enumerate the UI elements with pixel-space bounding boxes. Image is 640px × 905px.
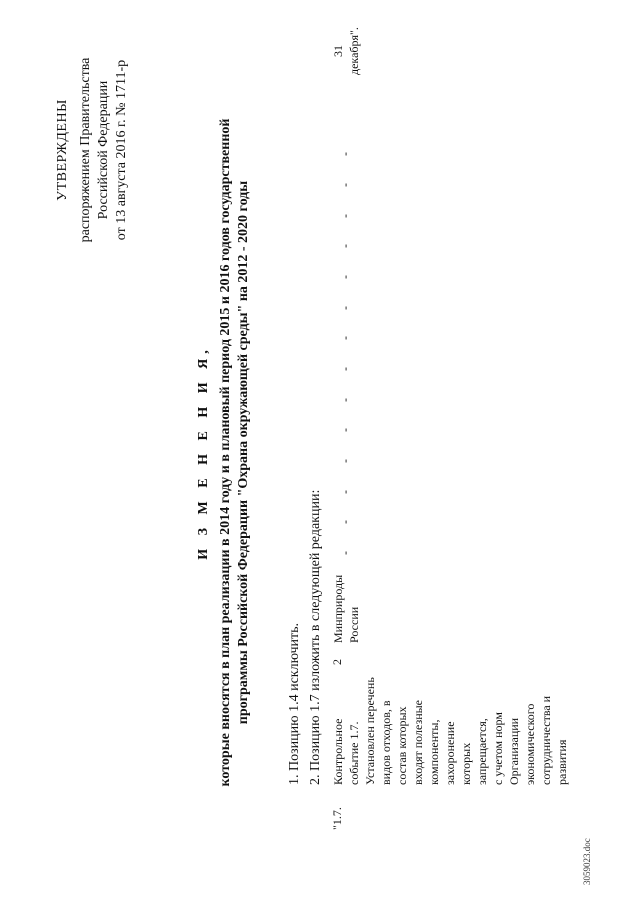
event-line: видов отходов, в [379, 700, 393, 785]
dash-cell: - [338, 490, 352, 494]
event-description [330, 675, 570, 785]
approval-line-2: Российской Федерации [96, 80, 111, 220]
document-subtitle-1: которые вносятся в план реализации в 2014 году и в плановый период 2015 и 2016 годов государственной [218, 118, 233, 787]
paragraph-1: 1. Позицию 1.4 исключить. [287, 622, 302, 785]
event-line: Контрольное [331, 718, 345, 785]
event-line: запрещается, [475, 718, 489, 785]
dash-cell: - [338, 459, 352, 463]
dash-cell: - [338, 367, 352, 371]
ministry-line-2: России [347, 606, 361, 643]
document-title: И З М Е Н Е Н И Я, [196, 345, 211, 560]
ministry-line-1: Минприроды [331, 574, 345, 643]
dash-cell: - [338, 306, 352, 310]
event-line: входят полезные [411, 699, 425, 785]
ministry [330, 575, 362, 643]
row-number: "1.7. [330, 807, 344, 830]
deadline-day: 31 [331, 45, 345, 58]
dash-cell: - [338, 152, 352, 156]
event-line: компоненты, [427, 719, 441, 785]
deadline-date [330, 27, 362, 75]
event-line: сотрудничества и [539, 695, 553, 785]
event-line: развития [555, 739, 569, 785]
event-line: Установлен перечень [363, 677, 377, 785]
document-subtitle-2: программы Российской Федерации "Охрана окружающей среды" на 2012 - 2020 годы [236, 180, 251, 725]
dash-cell: - [338, 244, 352, 248]
event-line: которых [459, 742, 473, 785]
dash-cell: - [338, 183, 352, 187]
approval-line-3: от 13 августа 2016 г. № 1711-р [114, 59, 129, 241]
dash-cell: - [338, 428, 352, 432]
event-line: захоронение [443, 721, 457, 785]
dash-cell: - [338, 214, 352, 218]
event-line: экономического [523, 703, 537, 785]
approval-line-1: распоряжением Правительства [78, 57, 93, 243]
event-line: Организации [507, 717, 521, 785]
event-line: событие 1.7. [347, 721, 361, 785]
dash-cell: - [338, 336, 352, 340]
footer-file-code: 3059023.doc [582, 838, 592, 885]
status-number: 2 [330, 659, 344, 665]
event-line: состав которых [395, 706, 409, 785]
deadline-month: декабря". [347, 27, 361, 75]
paragraph-2: 2. Позицию 1.7 изложить в следующей редакции: [308, 489, 323, 785]
event-line: с учетом норм [491, 712, 505, 785]
approval-title: УТВЕРЖДЕНЫ [55, 99, 70, 201]
dash-cell: - [338, 520, 352, 524]
dash-cell: - [338, 551, 352, 555]
dash-cell: - [338, 275, 352, 279]
dash-cell: - [338, 398, 352, 402]
